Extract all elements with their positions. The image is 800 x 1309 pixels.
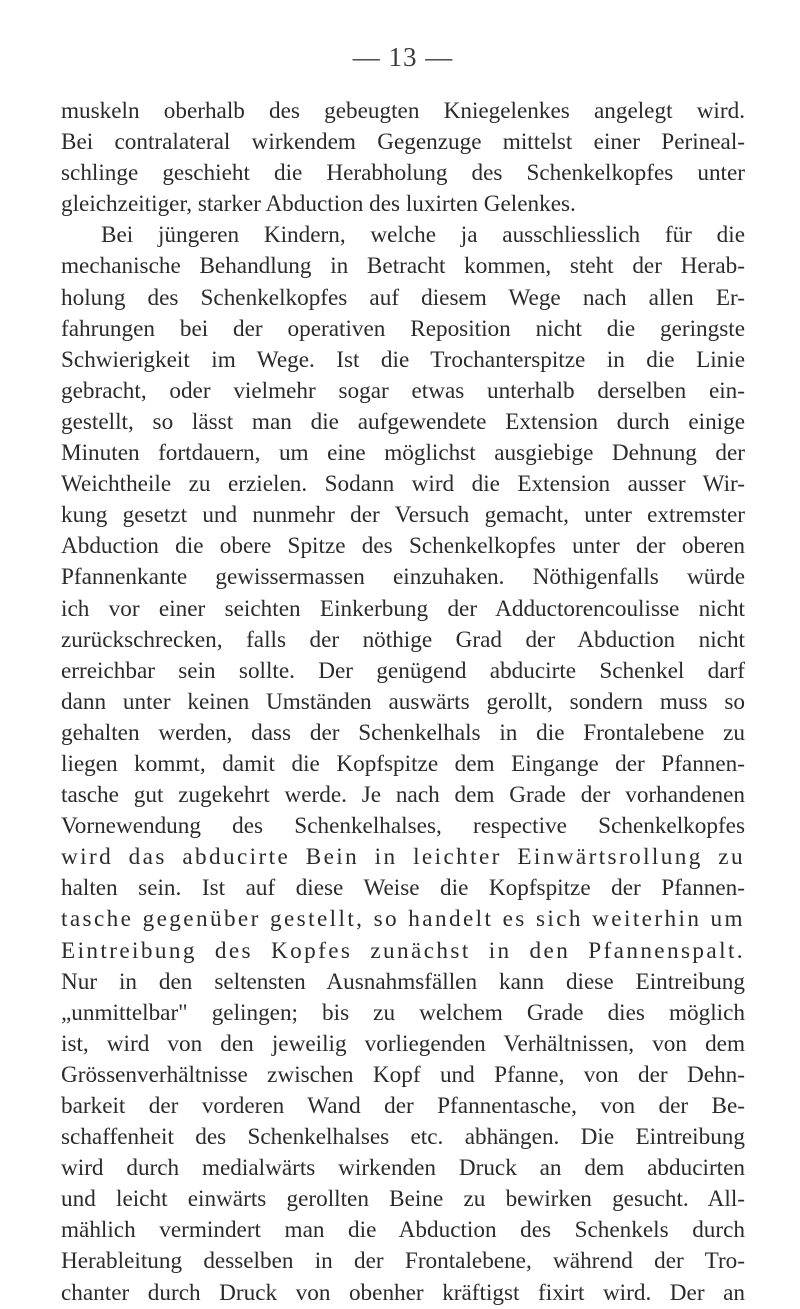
text-line: holung des Schenkelkopfes auf diesem Wege nach allen Er- xyxy=(61,284,745,311)
text-line: gestellt, so lässt man die aufgewendete Extension durch einige xyxy=(61,408,745,435)
text-line: halten sein. Ist auf diese Weise die Kopfspitze der Pfannen- xyxy=(61,875,745,902)
text-line: gebracht, oder vielmehr sogar etwas unterhalb derselben ein- xyxy=(61,377,745,404)
text-line: Nur in den seltensten Ausnahmsfällen kann diese Eintreibung xyxy=(61,968,745,995)
text-line: barkeit der vorderen Wand der Pfannentasche, von der Be- xyxy=(61,1093,745,1119)
text-line: Weichtheile zu erzielen. Sodann wird die Extension ausser Wir- xyxy=(61,471,745,498)
page-number: — 13 — xyxy=(352,42,454,72)
text-line: muskeln oberhalb des gebeugten Kniegelenkes angelegt wird. xyxy=(61,98,745,124)
text-line: Schwierigkeit im Wege. Ist die Trochanterspitze in die Linie xyxy=(61,346,745,373)
text-line: Vornewendung des Schenkelhalses, respective Schenkelkopfes xyxy=(61,813,745,840)
text-line: Abduction die obere Spitze des Schenkelkopfes unter der oberen xyxy=(61,533,745,560)
text-line: Eintreibung des Kopfes zunächst in den Pfannenspalt. xyxy=(61,937,745,964)
text-line: schaffenheit des Schenkelhalses etc. abhängen. Die Eintreibung xyxy=(61,1124,745,1151)
text-line: chanter durch Druck von obenher kräftigst fixirt wird. Der an xyxy=(61,1279,745,1306)
text-line: kung gesetzt und nunmehr der Versuch gemacht, unter extremster xyxy=(61,502,745,529)
text-line: tasche gegenüber gestellt, so handelt es sich weiterhin um xyxy=(61,906,745,933)
text-line: ist, wird von den jeweilig vorliegenden Verhältnissen, von dem xyxy=(61,1030,745,1057)
text-line: und leicht einwärts gerollten Beine zu bewirken gesucht. All- xyxy=(61,1186,745,1213)
body-text xyxy=(61,96,745,1309)
text-line: gleichzeitiger, starker Abduction des luxirten Gelenkes. xyxy=(61,191,576,218)
text-line: liegen kommt, damit die Kopfspitze dem Eingange der Pfannen- xyxy=(61,750,745,777)
text-line: Herableitung desselben in der Frontalebene, während der Tro- xyxy=(61,1248,745,1275)
text-line: erreichbar sein sollte. Der genügend abducirte Schenkel darf xyxy=(61,657,745,684)
text-line: „unmittelbar" gelingen; bis zu welchem Grade dies möglich xyxy=(61,999,745,1026)
text-line: zurückschrecken, falls der nöthige Grad der Abduction nicht xyxy=(61,626,745,653)
text-line: mählich vermindert man die Abduction des Schenkels durch xyxy=(61,1217,745,1244)
text-line: Bei jüngeren Kindern, welche ja ausschliesslich für die xyxy=(101,222,745,249)
text-line: Minuten fortdauern, um eine möglichst ausgiebige Dehnung der xyxy=(61,440,745,467)
text-line: dann unter keinen Umständen auswärts gerollt, sondern muss so xyxy=(61,688,745,715)
text-line: Pfannenkante gewissermassen einzuhaken. Nöthigenfalls würde xyxy=(61,564,745,591)
text-line: mechanische Behandlung in Betracht kommen, steht der Herab- xyxy=(61,253,745,280)
text-line: gehalten werden, dass der Schenkelhals in die Frontalebene zu xyxy=(61,719,745,746)
text-line: schlinge geschieht die Herabholung des Schenkelkopfes unter xyxy=(61,160,745,187)
text-line: ich vor einer seichten Einkerbung der Adductorencoulisse nicht xyxy=(61,595,745,622)
text-line: Bei contralateral wirkendem Gegenzuge mittelst einer Perineal- xyxy=(61,129,745,156)
text-line: Grössenverhältnisse zwischen Kopf und Pfanne, von der Dehn- xyxy=(61,1061,745,1088)
text-line: fahrungen bei der operativen Reposition nicht die geringste xyxy=(61,315,745,342)
text-line: tasche gut zugekehrt werde. Je nach dem Grade der vorhandenen xyxy=(61,782,745,809)
text-line: wird das abducirte Bein in leichter Einwärtsrollung zu xyxy=(61,844,745,871)
text-line: wird durch medialwärts wirkenden Druck an dem abducirten xyxy=(61,1155,745,1182)
